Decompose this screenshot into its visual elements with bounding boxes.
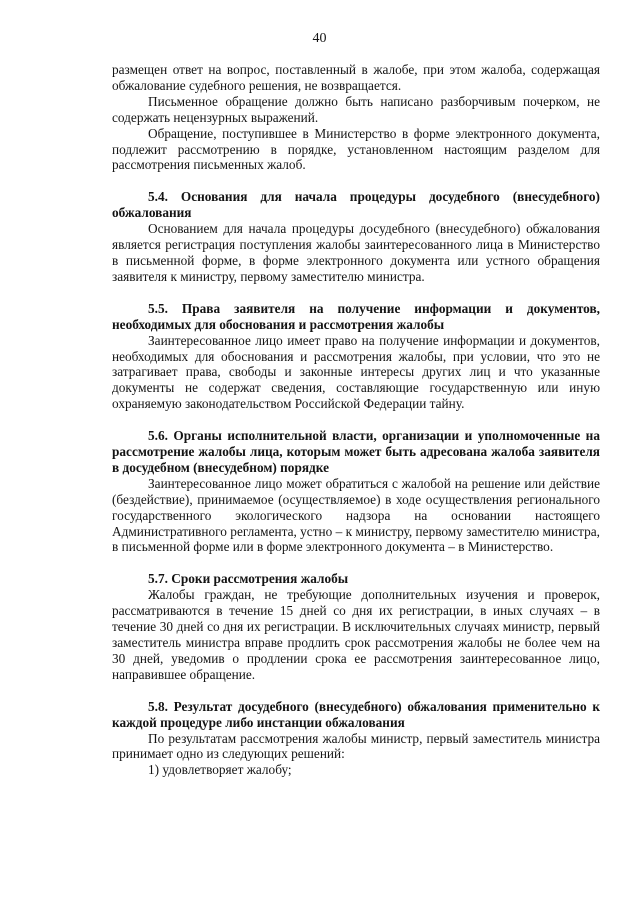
section-gap [112, 285, 600, 301]
paragraph-continued: размещен ответ на вопрос, поставленный в жалобе, при этом жалоба, содержащая обжалование судебного решения, не возвращается. [112, 62, 600, 93]
section-heading-5-8: 5.8. Результат досудебного (внесудебного) обжалования применительно к каждой процедуре либо инстанции обжалования [112, 698, 600, 730]
paragraph-5-8: По результатам рассмотрения жалобы министр, первый заместитель министра принимает одно из следующих решений: [112, 730, 600, 762]
paragraph-5-5: Заинтересованное лицо имеет право на получение информации и документов, необходимых для обоснования и рассмотрения жалобы, при условии, что это не затрагивает права, свободы и законные интересы других лиц и что указанные документы не содержат сведения, составляющие государственную или иную охраняемую законодательством Российской Федерации тайну. [112, 332, 600, 412]
page-body [112, 62, 600, 778]
section-gap [112, 412, 600, 428]
paragraph-handwriting-requirement: Письменное обращение должно быть написано разборчивым почерком, не содержать нецензурных выражений. [112, 93, 600, 125]
section-heading-5-6: 5.6. Органы исполнительной власти, организации и уполномоченные на рассмотрение жалобы лица, которым может быть адресована жалоба заявителя в досудебном (внесудебном) порядке [112, 428, 600, 475]
section-gap [112, 173, 600, 189]
paragraph-5-7: Жалобы граждан, не требующие дополнительных изучения и проверок, рассматриваются в течение 15 дней со дня их регистрации, в иных случаях – в течение 30 дней со дня их регистрации. В исключительных случаях министр, первый заместитель министра вправе продлить срок рассмотрения жалобы не более чем на 30 дней, уведомив о продлении срока ее рассмотрения заинтересованное лицо, направившее обращение. [112, 587, 600, 682]
section-gap [112, 555, 600, 571]
section-heading-5-4: 5.4. Основания для начала процедуры досудебного (внесудебного) обжалования [112, 189, 600, 221]
paragraph-5-6: Заинтересованное лицо может обратиться с жалобой на решение или действие (бездействие), принимаемое (осуществляемое) в ходе осуществления регионального государственного экологического надзора на основании настоящего Административного регламента, устно – к министру, первому заместителю министра, в письменной форме или в форме электронного документа – в Министерство. [112, 475, 600, 555]
list-item-1: 1) удовлетворяет жалобу; [148, 762, 292, 778]
paragraph-electronic-appeal: Обращение, поступившее в Министерство в форме электронного документа, подлежит рассмотрению в порядке, установленном настоящим разделом для рассмотрения письменных жалоб. [112, 125, 600, 173]
section-heading-5-7: 5.7. Сроки рассмотрения жалобы [148, 571, 349, 587]
paragraph-5-4: Основанием для начала процедуры досудебного (внесудебного) обжалования является регистрация поступления жалобы заинтересованного лица в Министерство в письменной форме, в форме электронного документа или устного обращения заявителя к министру, первому заместителю министра. [112, 221, 600, 284]
section-heading-5-5: 5.5. Права заявителя на получение информации и документов, необходимых для обоснования и рассмотрения жалобы [112, 300, 600, 332]
page-number: 40 [312, 31, 327, 46]
section-gap [112, 683, 600, 699]
